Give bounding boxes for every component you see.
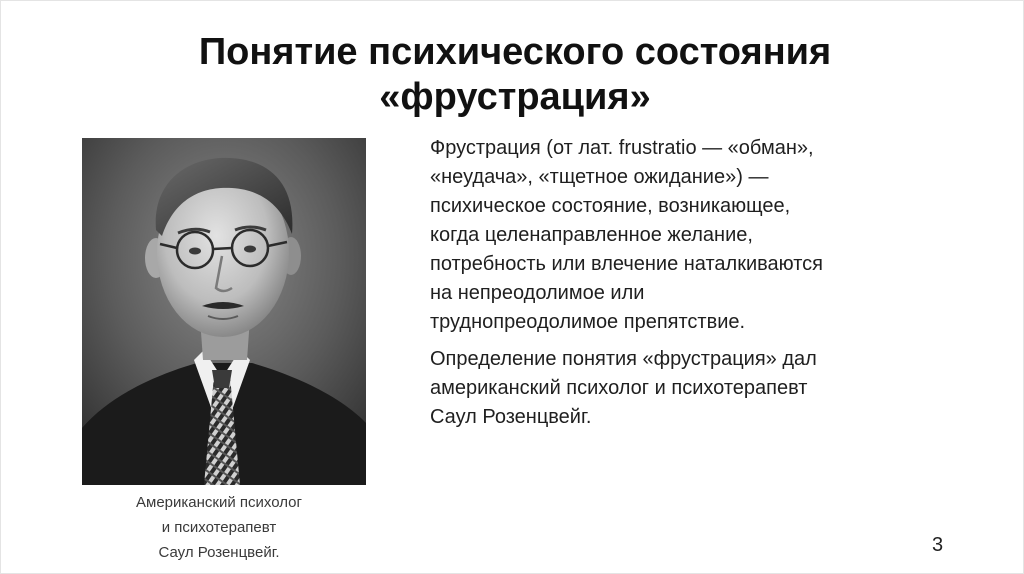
text-line: когда целенаправленное желание, <box>430 224 753 246</box>
text-line: «неудача», «тщетное ожидание») — <box>430 166 769 188</box>
photo-caption-line: и психотерапевт <box>161 519 277 536</box>
text-line: труднопреодолимое препятствие. <box>430 311 746 333</box>
definition-paragraph <box>430 134 970 337</box>
slide-title-line: Понятие психического состояния <box>198 31 832 73</box>
author-paragraph <box>430 345 970 432</box>
photo-caption-line: Саул Розенцвейг. <box>158 544 280 561</box>
slide-title-line: «фрустрация» <box>379 76 651 118</box>
portrait-photo <box>82 138 366 485</box>
text-line: американский психолог и психотерапевт <box>430 377 808 399</box>
portrait-image <box>82 138 366 485</box>
text-line: Определение понятия «фрустрация» дал <box>430 348 817 370</box>
text-line: психическое состояние, возникающее, <box>430 195 791 217</box>
photo-caption <box>96 490 342 565</box>
text-line: Саул Розенцвейг. <box>430 406 592 428</box>
slide-title <box>40 30 990 120</box>
photo-caption-line: Американский психолог <box>136 494 302 511</box>
text-line: потребность или влечение наталкиваются <box>430 253 823 275</box>
text-line: на непреодолимое или <box>430 282 645 304</box>
slide-body-text <box>430 134 970 432</box>
text-line: Фрустрация (от лат. frustratio — «обман», <box>430 137 814 159</box>
slide-number: 3 <box>932 534 944 556</box>
